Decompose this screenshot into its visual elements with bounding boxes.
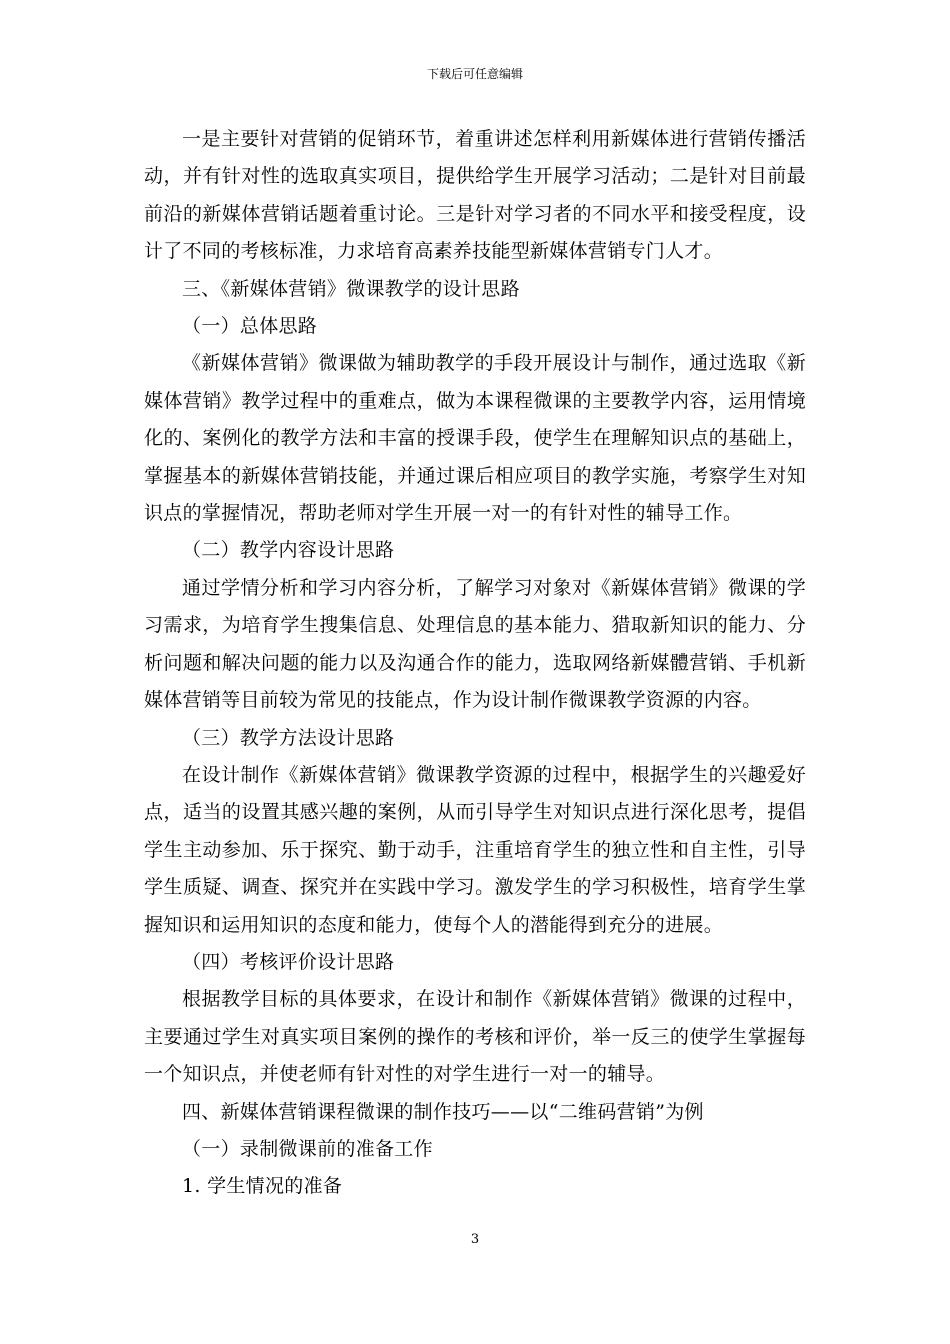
subsection-heading-method: （三）教学方法设计思路 bbox=[182, 726, 395, 749]
subsection-heading-overall: （一）总体思路 bbox=[182, 315, 318, 338]
paragraph-content: 通过学情分析和学习内容分析，了解学习对象对《新媒体营销》微课的学习需求，为培育学生搜集信息、处理信息的基本能力、猎取新知识的能力、分析问题和解决问题的能力以及沟通合作的能力，选取网络新媒體营销、手机新媒体营销等目前较为常见的技能点，作为设计制作微课教学资源的内容。 bbox=[144, 576, 806, 712]
page-header: 下载后可任意编辑 bbox=[426, 67, 523, 81]
paragraph-intro: 一是主要针对营销的促销环节，着重讲述怎样利用新媒体进行营销传播活动，并有针对性的选取真实项目，提供给学生开展学习活动；二是针对目前最前沿的新媒体营销话题着重讨论。三是针对学习者的不同水平和接受程度，设计了不同的考核标准，力求培育高素养技能型新媒体营销专门人才。 bbox=[144, 128, 806, 263]
subsection-heading-preparation: （一）录制微课前的准备工作 bbox=[182, 1137, 433, 1160]
document-body bbox=[144, 121, 806, 1206]
paragraph-method: 在设计制作《新媒体营销》微课教学资源的过程中，根据学生的兴趣爱好点，适当的设置其感兴趣的案例，从而引导学生对知识点进行深化思考，提倡学生主动参加、乐于探究、勤于动手，注重培育学生的独立性和自主性，引导学生质疑、调查、探究并在实践中学习。激发学生的学习积极性，培育学生掌握知识和运用知识的态度和能力，使每个人的潜能得到充分的进展。 bbox=[144, 763, 806, 936]
item-heading-student: 1. 学生情况的准备 bbox=[182, 1175, 343, 1198]
subsection-heading-assessment: （四）考核评价设计思路 bbox=[182, 950, 395, 973]
paragraph-overall: 《新媒体营销》微课做为辅助教学的手段开展设计与制作，通过选取《新媒体营销》教学过程中的重难点，做为本课程微课的主要教学内容，运用情境化的、案例化的教学方法和丰富的授课手段，使学生在理解知识点的基础上，掌握基本的新媒体营销技能，并通过课后相应项目的教学实施，考察学生对知识点的掌握情况，帮助老师对学生开展一对一的有针对性的辅导工作。 bbox=[144, 352, 806, 525]
section-heading-4: 四、新媒体营销课程微课的制作技巧——以“二维码营销”为例 bbox=[182, 1100, 704, 1123]
paragraph-assessment: 根据教学目标的具体要求，在设计和制作《新媒体营销》微课的过程中，主要通过学生对真实项目案例的操作的考核和评价，举一反三的使学生掌握每一个知识点，并使老师有针对性的对学生进行一对一的辅导。 bbox=[144, 988, 806, 1086]
page-number: 3 bbox=[470, 1232, 480, 1247]
subsection-heading-content: （二）教学内容设计思路 bbox=[182, 539, 395, 562]
section-heading-3: 三、《新媒体营销》微课教学的设计思路 bbox=[182, 277, 520, 300]
